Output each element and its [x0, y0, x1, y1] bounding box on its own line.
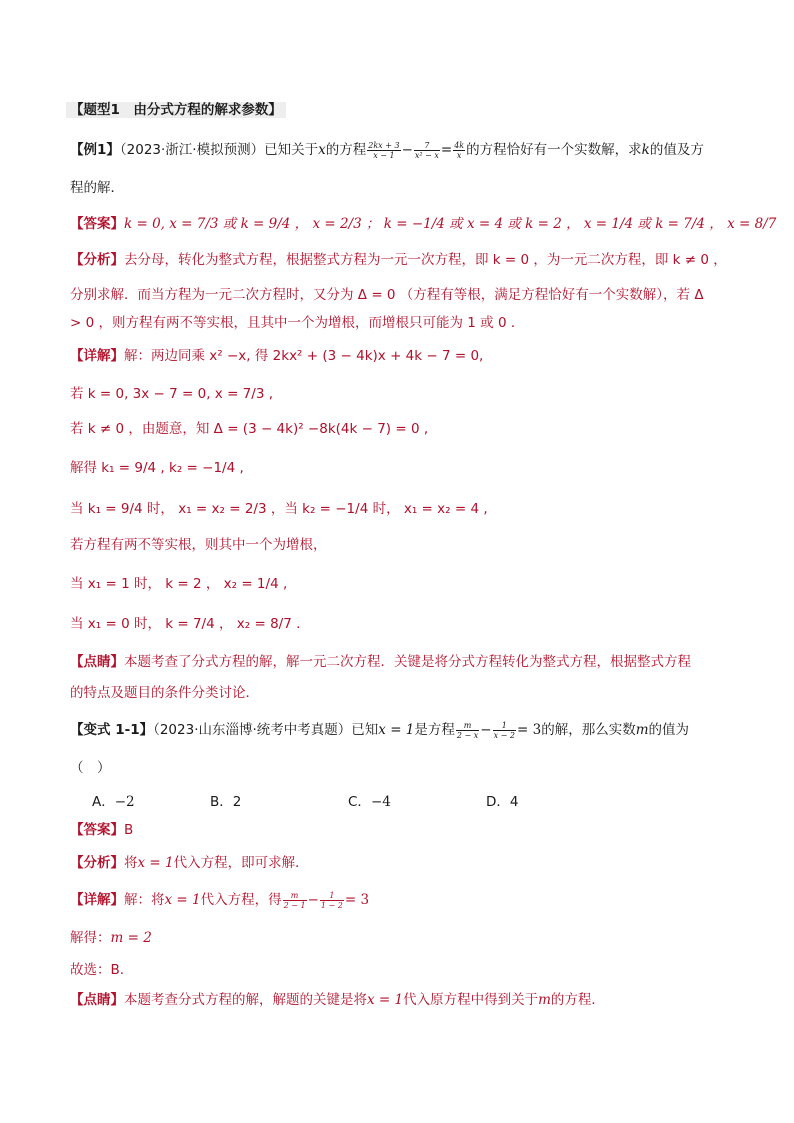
example1-question: 【例1】（2023·浙江·模拟预测）已知关于x的方程 $\frac{2kx + 3}{x - 1}$ − $\frac{7}{\text{x² − x}}$ = $\frac{4k}{x}$ 的方程恰好有一个实数解，求k的值及方 — [70, 140, 704, 160]
option-c: C．−4 — [348, 794, 391, 810]
example1-question-line2: 程的解． — [70, 180, 124, 196]
example1-comment: 【点睛】本题考查了分式方程的解，解一元二次方程．关键是将分式方程转化为整式方程，根据整式方程 — [70, 654, 691, 670]
example1-answer: 【答案】k = 0, x = 7/3 或 k = 9/4 ， x = 2/3 ； k = −1/4 或 x = 4 或 k = 2 ， x = 1/4 或 k = 7/4 ， x = 8/7 — [70, 216, 777, 232]
fraction: $\frac{4k}{x}$ — [454, 140, 465, 160]
fraction: $\frac{m}{2 - 1}$ — [283, 890, 306, 910]
variant1-tag: 【变式 1-1】 — [70, 722, 154, 738]
example1-detail: 【详解】解：两边同乘 x² −x, 得 2kx² + (3 − 4k)x + 4k − 7 = 0, — [70, 348, 484, 364]
example1-analysis-line3: > 0 ，则方程有两不等实根，且其中一个为增根，而增根只可能为 1 或 0 ． — [70, 315, 525, 331]
example1-comment-line2: 的特点及题目的条件分类讨论． — [70, 685, 259, 701]
variant1-blank: （ ） — [70, 760, 111, 776]
fraction: $\frac{1}{1 - 2}$ — [320, 890, 343, 910]
variant1-comment: 【点睛】本题考查分式方程的解，解题的关键是将x = 1代入原方程中得到关于m的方程． — [70, 992, 605, 1008]
option-d: D．4 — [486, 794, 519, 810]
option-a: A．−2 — [92, 794, 135, 810]
example1-analysis-line2: 分别求解．而当方程为一元二次方程时，又分为 Δ = 0 （方程有等根，满足方程恰好有一个实数解），若 Δ — [70, 287, 704, 303]
fraction: $\frac{1}{x - 2}$ — [493, 720, 515, 740]
variant1-answer: 【答案】B — [70, 822, 134, 838]
example1-source: （2023·浙江·模拟预测） — [119, 142, 265, 158]
fraction: $\frac{2kx + 3}{x - 1}$ — [368, 140, 400, 160]
variant1-analysis: 【分析】将x = 1代入方程，即可求解． — [70, 855, 309, 871]
example1-detail-line7: 当 x₁ = 1 时， k = 2 ， x₂ = 1/4 , — [70, 576, 288, 592]
variant1-choice: 故选：B. — [70, 962, 125, 978]
variant1-solve: 解得：m = 2 — [70, 930, 152, 946]
example1-detail-line2: 若 k = 0, 3x − 7 = 0, x = 7/3 , — [70, 386, 273, 402]
example1-detail-line5: 当 k₁ = 9/4 时， x₁ = x₂ = 2/3 ，当 k₂ = −1/4 时， x₁ = x₂ = 4 , — [70, 501, 488, 517]
fraction: $\frac{7}{\text{x² − x}}$ — [414, 140, 439, 160]
variant1-detail: 【详解】解：将x = 1代入方程，得 $\frac{m}{2 - 1}$ − $\frac{1}{1 - 2}$ = 3 — [70, 890, 370, 910]
fraction: $\frac{m}{2 - x}$ — [456, 720, 479, 740]
example1-detail-line6: 若方程有两不等实根，则其中一个为增根， — [70, 537, 327, 553]
example1-detail-line8: 当 x₁ = 0 时， k = 7/4 ， x₂ = 8/7 . — [70, 616, 301, 632]
example1-detail-line4: 解得 k₁ = 9/4 , k₂ = −1/4 , — [70, 460, 244, 476]
variant1-question: 【变式 1-1】（2023·山东淄博·统考中考真题）已知x = 1是方程 $\frac{m}{2 - x}$ − $\frac{1}{x - 2}$ = 3的解，那么实数m的值为 — [70, 720, 690, 740]
section-title: 【题型1 由分式方程的解求参数】 — [70, 100, 734, 120]
option-b: B．2 — [210, 794, 242, 810]
example1-analysis: 【分析】去分母，转化为整式方程，根据整式方程为一元一次方程，即 k = 0 ，为一元二次方程，即 k ≠ 0 ， — [70, 252, 727, 268]
variant1-source: （2023·山东淄博·统考中考真题） — [153, 722, 352, 738]
example1-detail-line3: 若 k ≠ 0 ，由题意，知 Δ = (3 − 4k)² −8k(4k − 7) = 0 , — [70, 421, 429, 437]
example1-tag: 【例1】 — [70, 142, 120, 158]
